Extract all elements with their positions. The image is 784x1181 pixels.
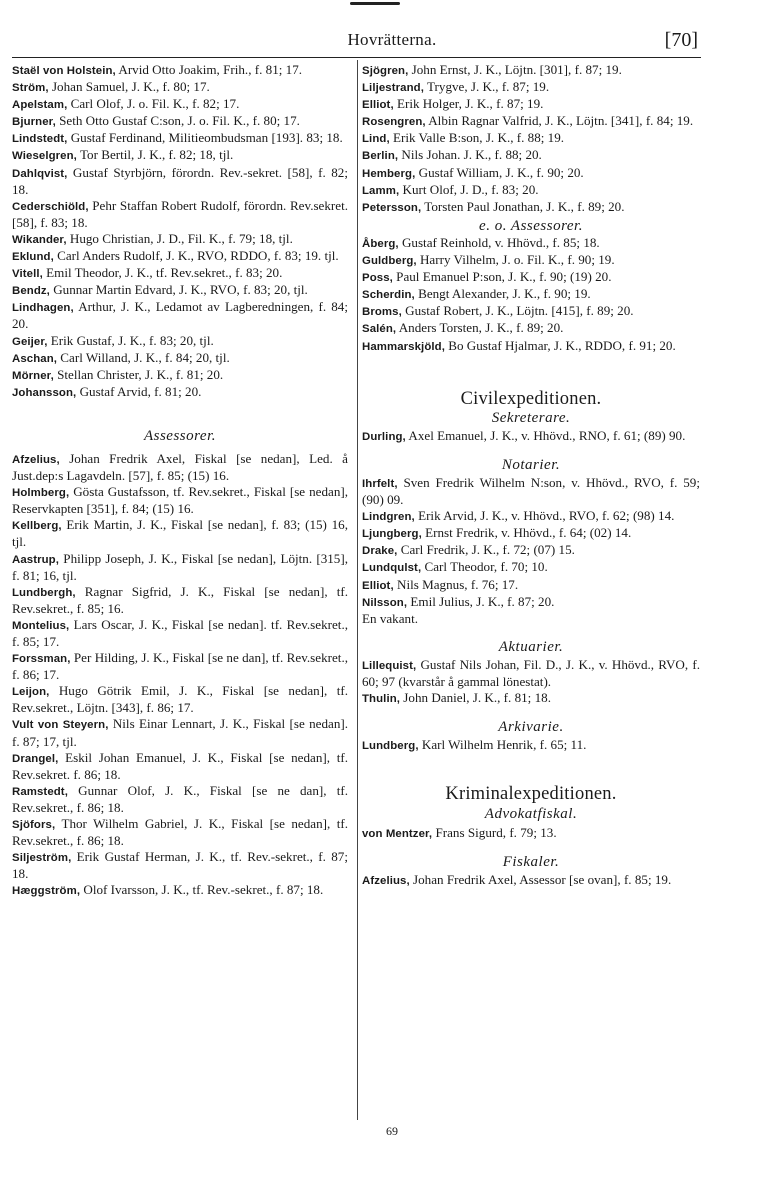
entry <box>12 617 348 650</box>
entry <box>362 252 700 269</box>
entry <box>12 165 348 198</box>
entry-text: Philipp Joseph, J. K., Fiskal [se nedan], Löjtn. [315], f. 81; 16, tjl. <box>12 550 348 583</box>
entry <box>12 299 348 332</box>
entry-name: Staël von Holstein, <box>12 65 116 77</box>
entry-text: Thor Wilhelm Gabriel, J. K., Fiskal [se nedan], tf. Rev.sekret., f. 86; 18. <box>12 816 348 849</box>
entry-text: Seth Otto Gustaf C:son, J. o. Fil. K., f. 80; 17. <box>55 113 300 129</box>
entry-name: Siljeström, <box>12 852 72 865</box>
entry <box>362 286 700 303</box>
entry-name: Elliot, <box>362 99 394 112</box>
entry-name: Lind, <box>362 133 390 146</box>
entry-name: Aschan, <box>12 352 58 365</box>
entry-text: Nils Einar Lennart, J. K., Fiskal [se nedan]. f. 87; 17, tjl. <box>12 716 349 749</box>
advokatfiskal-list <box>362 825 700 842</box>
entry-name: Cederschiöld, <box>12 200 89 213</box>
entry-text: John Ernst, J. K., Löjtn. [301], f. 87; 19. <box>408 62 622 77</box>
entry-text: Harry Vilhelm, J. o. Fil. K., f. 90; 19. <box>416 252 615 268</box>
entry-name: Kellberg, <box>12 520 62 533</box>
entry <box>12 79 348 96</box>
entry-name: Aastrup, <box>12 553 60 566</box>
entry-text: Erik Holger, J. K., f. 87; 19. <box>393 96 544 112</box>
header-rule <box>12 57 701 58</box>
entry-name: Bendz, <box>12 285 50 298</box>
entry-text: Gösta Gustafsson, tf. Rev.sekret., Fiskal [se nedan], Reservkapten [351], f. 84; (15) 16. <box>12 484 348 517</box>
entry-name: Thulin, <box>362 693 401 706</box>
entry-name: Sjöfors, <box>12 819 56 832</box>
kriminalexpeditionen-heading: Kriminalexpeditionen. <box>445 784 617 805</box>
entry <box>12 517 348 550</box>
entry-name: Geijer, <box>12 335 48 348</box>
entry-name: Rosengren, <box>362 116 426 129</box>
entry-text: Gunnar Olof, J. K., Fiskal [se ne dan], tf. Rev.sekret., f. 86; 18. <box>12 782 348 815</box>
entry <box>12 551 348 584</box>
civilexpeditionen-heading: Civilexpeditionen. <box>460 388 602 409</box>
entry <box>362 96 700 113</box>
entry <box>12 231 348 248</box>
entry-text: Kurt Olof, J. D., f. 83; 20. <box>399 181 539 197</box>
aktuarier-list <box>362 657 700 707</box>
entry <box>12 849 348 882</box>
entry <box>12 96 348 113</box>
entry-text: Gustaf William, J. K., f. 90; 20. <box>415 164 584 180</box>
entry-text: Nils Johan. J. K., f. 88; 20. <box>398 147 542 163</box>
entry-name: Ström, <box>12 82 49 95</box>
entry-name: Eklund, <box>12 251 54 264</box>
entry-text: Carl Theodor, f. 70; 10. <box>421 559 548 575</box>
entry-text: Hugo Christian, J. D., Fil. K., f. 79; 18, tjl. <box>66 230 293 246</box>
right-entries-2 <box>362 235 700 355</box>
column-divider <box>357 60 358 1120</box>
entry-text: Gustaf Robert, J. K., Löjtn. [415], f. 89; 20. <box>401 303 634 319</box>
page-header <box>0 30 784 54</box>
entry-name: Dahlqvist, <box>12 167 68 180</box>
entry-name: Liljestrand, <box>362 82 424 95</box>
entry <box>362 525 700 542</box>
notarier-list <box>362 475 700 611</box>
entry-name: Forssman, <box>12 653 71 666</box>
sekreterare-list <box>362 428 700 445</box>
entry-text: Tor Bertil, J. K., f. 82; 18, tjl. <box>76 147 234 163</box>
entry-name: Broms, <box>362 306 402 319</box>
entry <box>362 199 700 216</box>
top-mark <box>350 2 400 5</box>
entry <box>362 690 700 707</box>
entry-name: Poss, <box>362 272 393 285</box>
entry <box>12 783 348 816</box>
left-column <box>12 62 348 900</box>
entry-name: Vult von Steyern, <box>12 719 109 732</box>
entry <box>362 269 700 286</box>
entry-name: Drake, <box>362 545 398 558</box>
entry <box>362 62 700 79</box>
entry-text: Sven Fredrik Wilhelm N:son, v. Hhövd., RVO, f. 59; (90) 09. <box>362 474 700 508</box>
entry <box>12 750 348 783</box>
entry-text: Per Hilding, J. K., Fiskal [se ne dan], tf. Rev.sekret., f. 86; 17. <box>12 650 348 683</box>
entry-text: Erik Gustaf Herman, J. K., tf. Rev.-sekret., f. 87; 18. <box>12 849 348 882</box>
entry-name: Lillequist, <box>362 659 417 672</box>
entry-text: Gustaf Reinhold, v. Hhövd., f. 85; 18. <box>398 234 600 250</box>
entry-text: Nils Magnus, f. 76; 17. <box>393 576 519 592</box>
entry <box>12 484 348 517</box>
entry-name: Wieselgren, <box>12 150 77 163</box>
entry-text: Lars Oscar, J. K., Fiskal [se nedan]. tf. Rev.sekret., f. 85; 17. <box>12 616 348 649</box>
entry-name: Lindgren, <box>362 511 415 524</box>
entry-name: Ramstedt, <box>12 785 68 798</box>
entry <box>12 384 348 401</box>
entry-name: Hæggström, <box>12 885 81 898</box>
right-entries-1 <box>362 62 700 216</box>
entry <box>12 130 348 147</box>
entry-text: Johan Fredrik Axel, Assessor [se ovan], f. 85; 19. <box>409 871 672 887</box>
entry-text: Arvid Otto Joakim, Frih., f. 81; 17. <box>115 62 303 77</box>
entry-name: Bjurner, <box>12 116 56 129</box>
entry-name: Holmberg, <box>12 487 70 500</box>
entry-text: Karl Wilhelm Henrik, f. 65; 11. <box>418 737 587 753</box>
entry-text: Hugo Götrik Emil, J. K., Fiskal [se nedan], tf. Rev.sekret., Löjtn. [343], f. 86; 17. <box>12 683 348 716</box>
entry-text: Trygve, J. K., f. 87; 19. <box>423 79 550 95</box>
fiskaler-list <box>362 872 700 889</box>
entry-text: Axel Emanuel, J. K., v. Hhövd., RNO, f. 61; (89) 90. <box>405 427 686 443</box>
entry-text: Erik Martin, J. K., Fiskal [se nedan], f. 83; (15) 16, tjl. <box>12 517 348 550</box>
entry-text: Johan Samuel, J. K., f. 80; 17. <box>48 79 210 95</box>
entry-text: Gustaf Arvid, f. 81; 20. <box>76 383 202 399</box>
entry-text: Stellan Christer, J. K., f. 81; 20. <box>53 366 224 382</box>
entry-text: Frans Sigurd, f. 79; 13. <box>432 824 557 840</box>
left-entries-2 <box>12 451 348 900</box>
entry <box>362 577 700 594</box>
entry-name: Ihrfelt, <box>362 477 398 490</box>
fiskaler-heading: Fiskaler. <box>502 853 560 870</box>
entry <box>12 333 348 350</box>
entry-name: Berlin, <box>362 150 399 163</box>
entry-text: Erik Valle B:son, J. K., f. 88; 19. <box>389 130 565 146</box>
entry-text: Erik Gustaf, J. K., f. 83; 20, tjl. <box>47 332 214 348</box>
entry <box>12 198 348 231</box>
sekreterare-heading: Sekreterare. <box>491 409 571 426</box>
entry-name: Lundbergh, <box>12 586 76 599</box>
entry-text: Bo Gustaf Hjalmar, J. K., RDDO, f. 91; 20. <box>444 337 676 353</box>
entry-text: Emil Julius, J. K., f. 87; 20. <box>407 593 555 609</box>
entry-name: Lundqulst, <box>362 562 422 575</box>
entry-text: Emil Theodor, J. K., tf. Rev.sekret., f. 83; 20. <box>42 265 283 281</box>
entry-text: Olof Ivarsson, J. K., tf. Rev.-sekret., f. 87; 18. <box>80 882 324 898</box>
entry <box>12 62 348 79</box>
entry <box>362 303 700 320</box>
entry-name: Afzelius, <box>362 874 410 887</box>
advokatfiskal-heading: Advokatfiskal. <box>484 806 578 823</box>
entry <box>12 248 348 265</box>
entry-name: Lindhagen, <box>12 302 74 315</box>
entry <box>12 451 348 484</box>
entry <box>12 816 348 849</box>
entry-text: Bengt Alexander, J. K., f. 90; 19. <box>414 286 591 302</box>
entry <box>12 367 348 384</box>
entry <box>12 716 348 749</box>
entry-name: Durling, <box>362 430 406 443</box>
entry-name: Leijon, <box>12 686 50 699</box>
entry <box>12 650 348 683</box>
entry-text: Carl Olof, J. o. Fil. K., f. 82; 17. <box>67 96 240 112</box>
entry-text: Gustaf Nils Johan, Fil. D., J. K., v. Hhövd., RVO, f. 60; 97 (kvarstår å gammal lönestat). <box>362 656 700 689</box>
entry-text: Arthur, J. K., Ledamot av Lagberedningen, f. 84; 20. <box>12 299 348 332</box>
entry-name: Wikander, <box>12 233 67 246</box>
entry <box>362 594 700 611</box>
assessorer-heading: Assessorer. <box>143 427 217 444</box>
entry <box>362 113 700 130</box>
entry <box>362 130 700 147</box>
arkivarie-list <box>362 737 700 754</box>
entry-name: Lamm, <box>362 184 400 197</box>
entry <box>362 657 700 690</box>
entry-text: Carl Anders Rudolf, J. K., RVO, RDDO, f. 83; 19. tjl. <box>53 248 339 264</box>
page-number: 69 <box>386 1124 398 1138</box>
entry <box>12 584 348 617</box>
entry-name: Elliot, <box>362 579 394 592</box>
entry-name: Lindstedt, <box>12 133 68 146</box>
entry-name: Johansson, <box>12 386 77 399</box>
eo-assessorer-heading: e. o. Assessorer. <box>479 217 583 234</box>
entry <box>362 165 700 182</box>
entry <box>362 338 700 355</box>
left-entries-1 <box>12 62 348 401</box>
entry <box>12 882 348 899</box>
entry-name: Guldberg, <box>362 255 417 268</box>
entry <box>12 282 348 299</box>
page-bracket-number: [70] <box>664 29 698 51</box>
entry-name: Drangel, <box>12 752 59 765</box>
entry <box>12 265 348 282</box>
entry <box>12 113 348 130</box>
entry-text: Gunnar Martin Edvard, J. K., RVO, f. 83; 20, tjl. <box>49 282 308 298</box>
entry-text: John Daniel, J. K., f. 81; 18. <box>400 690 551 706</box>
entry <box>362 428 700 445</box>
vakant-note: En vakant. <box>362 610 418 626</box>
entry <box>362 182 700 199</box>
entry <box>362 508 700 525</box>
entry-name: Hammarskjöld, <box>362 340 445 353</box>
entry-text: Johan Fredrik Axel, Fiskal [se nedan], Led. å Just.dep:s Lagavdeln. [57], f. 85; (15) 16. <box>12 450 348 484</box>
arkivarie-heading: Arkivarie. <box>498 719 564 736</box>
entry <box>12 147 348 164</box>
entry-name: Apelstam, <box>12 99 68 112</box>
entry <box>12 683 348 716</box>
entry <box>362 737 700 754</box>
entry-text: Carl Fredrik, J. K., f. 72; (07) 15. <box>397 542 575 558</box>
entry-name: Petersson, <box>362 201 422 214</box>
entry <box>362 79 700 96</box>
entry-name: Montelius, <box>12 619 70 632</box>
entry <box>362 475 700 508</box>
entry <box>362 542 700 559</box>
entry <box>362 147 700 164</box>
entry-name: von Mentzer, <box>362 827 433 840</box>
entry-text: Albin Ragnar Valfrid, J. K., Löjtn. [341], f. 84; 19. <box>425 113 694 129</box>
entry-text: Ernst Fredrik, v. Hhövd., f. 64; (02) 14. <box>421 525 632 541</box>
notarier-heading: Notarier. <box>501 456 561 473</box>
entry-name: Salén, <box>362 323 397 336</box>
entry <box>362 320 700 337</box>
entry-name: Sjögren, <box>362 65 409 77</box>
entry-text: Torsten Paul Jonathan, J. K., f. 89; 20. <box>421 198 625 214</box>
entry-name: Lundberg, <box>362 740 419 753</box>
entry-text: Erik Arvid, J. K., v. Hhövd., RVO, f. 62; (98) 14. <box>414 508 675 524</box>
entry-text: Eskil Johan Emanuel, J. K., Fiskal [se nedan], tf. Rev.sekret. f. 86; 18. <box>12 749 348 782</box>
entry-text: Gustaf Ferdinand, Militieombudsman [193]. 83; 18. <box>67 130 343 146</box>
entry-name: Hemberg, <box>362 167 416 180</box>
entry-name: Mörner, <box>12 369 54 382</box>
entry <box>362 235 700 252</box>
entry-name: Vitell, <box>12 268 43 281</box>
right-column <box>362 62 700 889</box>
entry <box>362 825 700 842</box>
entry-name: Nilsson, <box>362 596 408 609</box>
entry-text: Anders Torsten, J. K., f. 89; 20. <box>396 320 564 336</box>
entry-name: Scherdin, <box>362 289 415 302</box>
entry-name: Ljungberg, <box>362 528 422 541</box>
entry <box>362 872 700 889</box>
aktuarier-heading: Aktuarier. <box>498 638 564 655</box>
entry <box>362 559 700 576</box>
entry-text: Gustaf Styrbjörn, förordn. Rev.-sekret. [58], f. 82; 18. <box>12 164 348 197</box>
entry-name: Afzelius, <box>12 453 60 466</box>
entry-name: Åberg, <box>362 237 399 250</box>
entry-text: Paul Emanuel P:son, J. K., f. 90; (19) 20. <box>392 269 612 285</box>
entry-text: Ragnar Sigfrid, J. K., Fiskal [se nedan], tf. Rev.sekret., f. 85; 16. <box>12 583 348 616</box>
entry <box>12 350 348 367</box>
entry-text: Carl Willand, J. K., f. 84; 20, tjl. <box>57 349 230 365</box>
page-title: Hovrätterna. <box>347 30 437 49</box>
entry-text: Pehr Staffan Robert Rudolf, förordn. Rev.sekret. [58], f. 83; 18. <box>12 197 348 230</box>
